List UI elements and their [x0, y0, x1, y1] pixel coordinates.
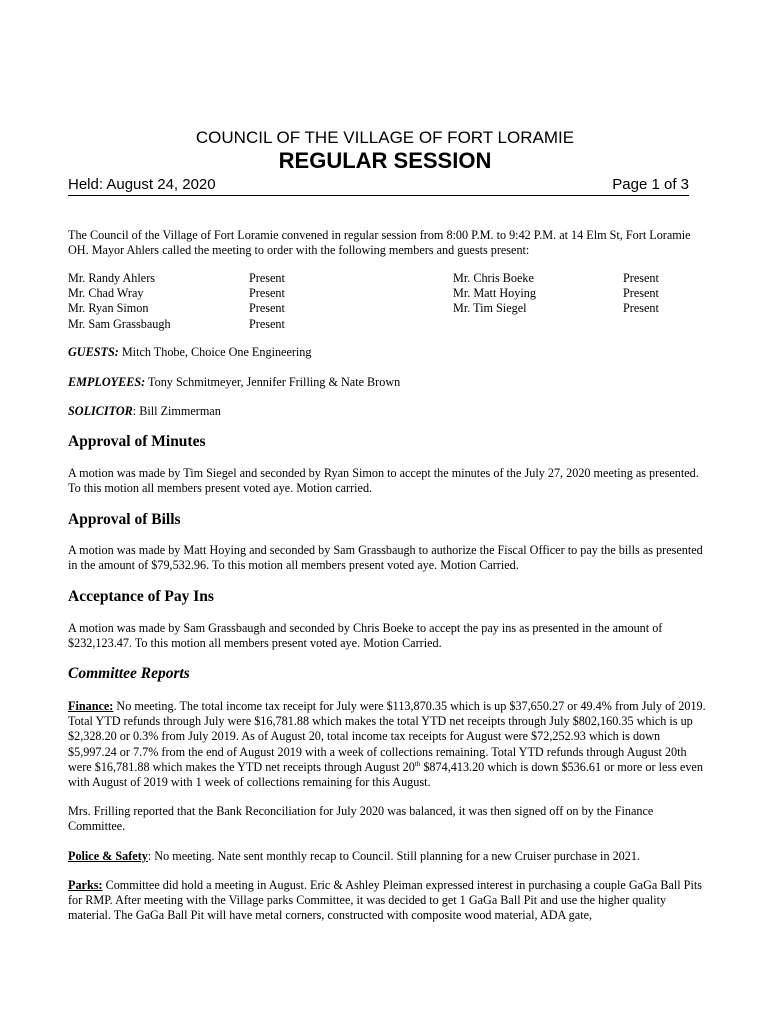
frilling-report: Mrs. Frilling reported that the Bank Reconciliation for July 2020 was balanced, it was then signed off on by the Finance Committee.: [68, 804, 654, 834]
member-name: Mr. Chris Boeke: [453, 271, 534, 285]
employees-label: EMPLOYEES:: [68, 375, 146, 389]
members-right-names: [453, 271, 536, 317]
approval-bills-text: A motion was made by Matt Hoying and seconded by Sam Grassbaugh to authorize the Fiscal Officer to pay the bills as presented in the amount of $79,532.96. To this motion all members present voted aye. Motion Carried.: [68, 543, 703, 573]
members-right-status: [623, 271, 659, 317]
finance-text-b: $874,413.20 which is down $536.61 or more or less even with August of 2019 with 1 week of collections remaining for this August.: [68, 759, 703, 790]
approval-minutes-text: A motion was made by Tim Siegel and seconded by Ryan Simon to accept the minutes of the July 27, 2020 meeting as presented. To this motion all members present voted aye. Motion carried.: [68, 466, 699, 496]
finance-superscript: th: [414, 759, 421, 768]
member-status: Present: [249, 316, 285, 331]
held-date: Held: August 24, 2020: [68, 176, 216, 193]
member-status: Present: [249, 301, 285, 316]
member-name: Mr. Ryan Simon: [68, 301, 149, 316]
parks-label: Parks:: [68, 878, 103, 892]
member-status: Present: [249, 286, 285, 301]
members-left-status: [249, 271, 285, 332]
police-report: [68, 849, 708, 864]
member-status: Present: [623, 271, 659, 285]
employees-line: [68, 375, 708, 390]
finance-label: Finance:: [68, 699, 114, 713]
page-number: Page 1 of 3: [612, 176, 689, 193]
solicitor-line: [68, 404, 708, 419]
employees-text: Tony Schmitmeyer, Jennifer Frilling & Nate Brown: [145, 375, 401, 389]
finance-text-a: No meeting. The total income tax receipt for July were $113,870.35 which is up $37,650.27 or 49.4% from July of 2019. Total YTD refunds through July were $16,781.88 which makes the total YTD net receipts through July $802,160.35 which is up $2,328.20 or 0.3% from July 2019. As of August 20, total income tax receipts for August were $72,252.93 which is down $5,997.24 or 7.7% from the end of August 2019 with a week of collections remaining. Total YTD refunds through August 20th were $16,781.88 which makes the YTD net receipts through August 20: [68, 699, 706, 774]
member-name: Mr. Randy Ahlers: [68, 271, 156, 285]
solicitor-label: SOLICITOR: [68, 404, 133, 418]
council-title: COUNCIL OF THE VILLAGE OF FORT LORAMIE: [195, 128, 575, 147]
member-name: Mr. Tim Siegel: [453, 301, 527, 316]
member-name: Mr. Sam Grassbaugh: [68, 316, 171, 331]
member-status: Present: [623, 286, 659, 301]
approval-minutes-heading: Approval of Minutes: [68, 433, 206, 450]
guests-text: Mitch Thobe, Choice One Engineering: [118, 345, 312, 359]
finance-report: [68, 699, 708, 790]
pay-ins-heading: Acceptance of Pay Ins: [68, 588, 214, 605]
pay-ins-text: A motion was made by Sam Grassbaugh and seconded by Chris Boeke to accept the pay ins as presented in the amount of $232,123.47. To this motion all members present voted aye. Motion Carried.: [68, 621, 663, 651]
solicitor-text: : Bill Zimmerman: [132, 404, 221, 418]
guests-line: [68, 345, 708, 360]
guests-label: GUESTS:: [68, 345, 119, 359]
members-left-names: [68, 271, 171, 332]
parks-text: Committee did hold a meeting in August. Eric & Ashley Pleiman expressed interest in purchasing a couple GaGa Ball Pits for RMP. After meeting with the Village parks Committee, it was decided to get 1 GaGa Ball Pit and use the higher quality material. The GaGa Ball Pit will have metal corners, constructed with composite wood material, ADA gate,: [68, 878, 702, 923]
held-line: [68, 176, 689, 196]
parks-report: [68, 878, 708, 924]
approval-bills-heading: Approval of Bills: [68, 511, 181, 528]
member-name: Mr. Matt Hoying: [453, 286, 536, 301]
session-title: REGULAR SESSION: [278, 148, 492, 173]
committee-reports-heading: Committee Reports: [68, 665, 190, 682]
intro-paragraph: The Council of the Village of Fort Loramie convened in regular session from 8:00 P.M. to 9:42 P.M. at 14 Elm St, Fort Loramie OH. Mayor Ahlers called the meeting to order with the following members and guests present:: [68, 228, 691, 258]
police-text: : No meeting. Nate sent monthly recap to Council. Still planning for a new Cruiser purchase in 2021.: [147, 849, 641, 863]
member-status: Present: [249, 271, 285, 285]
police-label: Police & Safety: [68, 849, 148, 863]
member-name: Mr. Chad Wray: [68, 286, 144, 301]
member-status: Present: [623, 301, 659, 316]
